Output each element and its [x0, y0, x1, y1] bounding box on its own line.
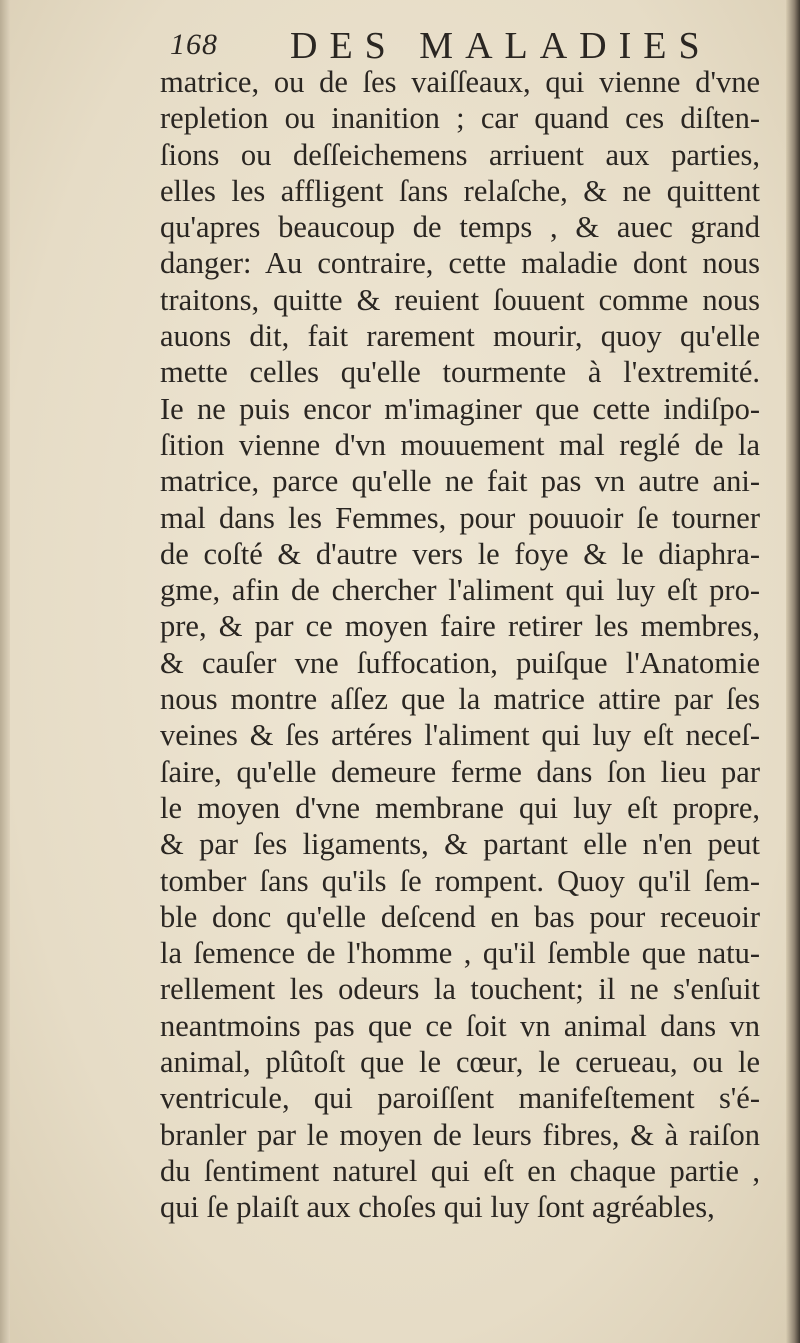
text-line: Ie ne puis encor m'imaginer que cette indiſpo- — [160, 391, 760, 426]
text-line: auons dit, fait rarement mourir, quoy qu'elle — [160, 319, 760, 354]
text-line: ſaire, qu'elle demeure ferme dans ſon lieu par — [160, 754, 760, 789]
text-line: ventricule, qui paroiſſent manifeſtement s'é- — [160, 1081, 760, 1116]
text-line: ſions ou deſſeichemens arriuent aux parties, — [160, 137, 760, 172]
text-line: matrice, ou de ſes vaiſſeaux, qui vienne d'vne — [160, 65, 760, 99]
text-line: elles les affligent ſans relaſche, & ne quittent — [160, 173, 760, 208]
text-line: mette celles qu'elle tourmente à l'extremité. — [160, 355, 760, 390]
text-line: ſition vienne d'vn mouuement mal reglé de la — [160, 427, 760, 462]
text-line: qu'apres beaucoup de temps , & auec grand — [160, 210, 760, 245]
text-line: branler par le moyen de leurs fibres, & à raiſon — [160, 1117, 760, 1152]
text-line: & par ſes ligaments, & partant elle n'en peut — [160, 827, 760, 862]
page-gutter-edge — [0, 0, 10, 1343]
text-line: la ſemence de l'homme , qu'il ſemble que natu- — [160, 936, 760, 971]
text-line: & cauſer vne ſuffocation, puiſque l'Anatomie — [160, 645, 760, 680]
text-line: qui ſe plaiſt aux choſes qui luy ſont agréables, — [160, 1190, 715, 1225]
page-number: 168 — [170, 28, 218, 61]
running-head: DES MALADIES — [290, 25, 712, 67]
page-header — [170, 22, 730, 68]
text-line: repletion ou inanition ; car quand ces diſten- — [160, 101, 760, 136]
text-line: pre, & par ce moyen faire retirer les membres, — [160, 609, 760, 644]
text-line: veines & ſes artéres l'aliment qui luy eſt neceſ- — [160, 718, 760, 753]
text-line: rellement les odeurs la touchent; il ne s'enſuit — [160, 972, 760, 1007]
text-line: animal, plûtoſt que le cœur, le cerueau, ou le — [160, 1045, 760, 1080]
text-line: mal dans les Femmes, pour pouuoir ſe tourner — [160, 500, 760, 535]
text-line: matrice, parce qu'elle ne fait pas vn autre ani- — [160, 464, 760, 499]
page-outer-edge — [786, 0, 800, 1343]
text-line: le moyen d'vne membrane qui luy eſt propre, — [160, 790, 760, 825]
text-line: neantmoins pas que ce ſoit vn animal dans vn — [160, 1008, 760, 1043]
text-line: danger: Au contraire, cette maladie dont nous — [160, 246, 760, 281]
text-line: gme, afin de chercher l'aliment qui luy eſt pro- — [160, 573, 760, 608]
text-line: de coſté & d'autre vers le foye & le diaphra- — [160, 536, 760, 571]
body-text — [160, 64, 760, 1226]
text-line: nous montre aſſez que la matrice attire par ſes — [160, 682, 760, 717]
text-line: traitons, quitte & reuient ſouuent comme nous — [160, 282, 760, 317]
text-line: ble donc qu'elle deſcend en bas pour receuoir — [160, 899, 760, 934]
text-line: tomber ſans qu'ils ſe rompent. Quoy qu'il ſem- — [160, 863, 760, 898]
text-line: du ſentiment naturel qui eſt en chaque partie , — [160, 1153, 760, 1188]
